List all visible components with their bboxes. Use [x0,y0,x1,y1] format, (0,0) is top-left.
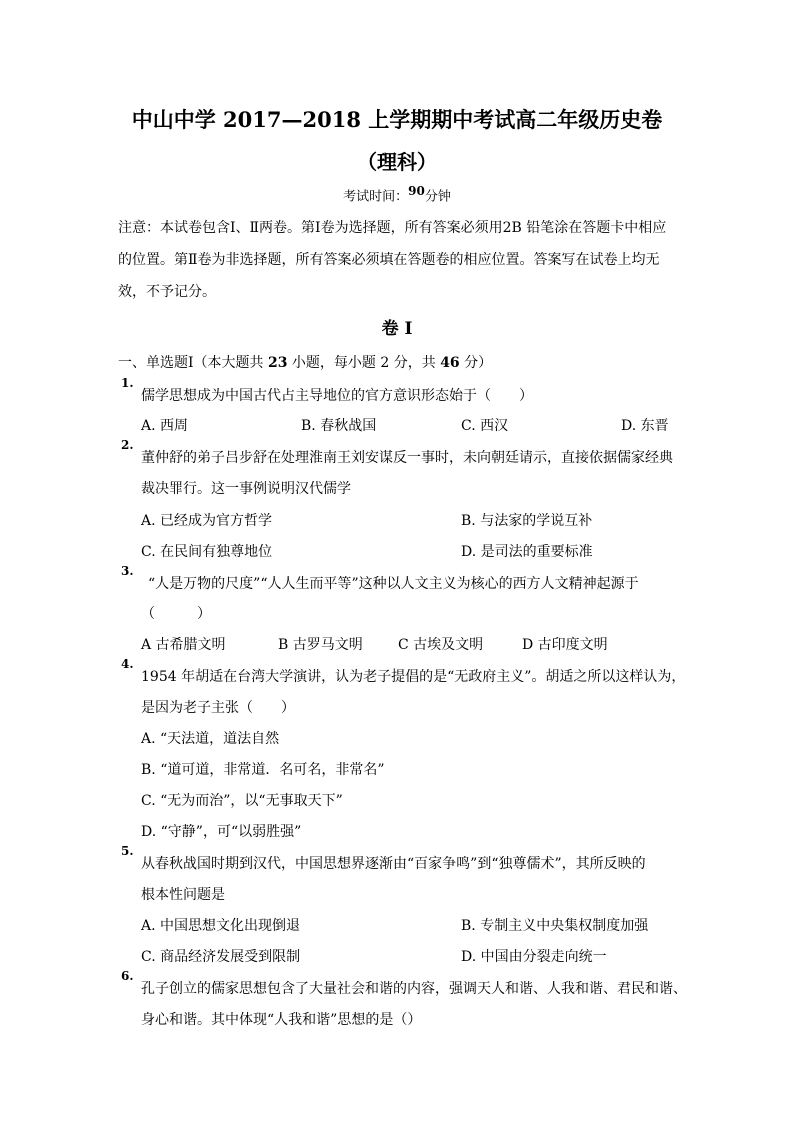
option-d: D. 是司法的重要标准 [461,544,593,560]
option-a: A. 西周 [141,418,189,434]
exam-time [0,184,794,204]
question-text: “人是万物的尺度”“人人生而平等”这种以人文主义为核心的西方人文精神起源于 [148,576,639,592]
option-d: D. 中国由分裂走向统一 [461,949,607,965]
option-a: A. 已经成为官方哲学 [141,513,273,529]
option-a: A 古希腊文明 [141,637,226,653]
question-text: 董仲舒的弟子吕步舒在处理淮南王刘安谋反一事时，未向朝廷请示，直接依据儒家经典 [141,450,673,466]
exam-time-label: 考试时间： [343,189,409,205]
question-text: 是因为老子主张（ ） [141,700,295,716]
question-text: 身心和谐。其中体现“人我和谐”思想的是（） [141,1012,422,1028]
option-d: D. 东晋 [621,418,669,434]
question-text: 1954 年胡适在台湾大学演讲，认为老子提倡的是“无政府主义”。胡适之所以这样认为， [141,669,686,685]
option-b: B 古罗马文明 [278,637,363,653]
question-text: 儒学思想成为中国古代占主导地位的官方意识形态始于（ ） [141,388,533,404]
exam-time-value: 90 [408,184,425,198]
question-text: 孔子创立的儒家思想包含了大量社会和谐的内容，强调天人和谐、人我和谐、君民和谐、 [141,981,687,997]
option-d: D. “守静”，可“以弱胜强” [141,824,302,840]
option-c: C 古埃及文明 [398,637,484,653]
question-number: 3. [121,564,134,578]
exam-subtitle: （理科） [357,150,437,174]
option-a: A. 中国思想文化出现倒退 [141,918,301,934]
option-c: C. 在民间有独尊地位 [141,544,273,560]
option-c: C. 西汉 [461,418,509,434]
volume-heading: 卷 I [381,319,413,339]
option-a: A. “天法道，道法自然 [141,731,280,747]
question-number: 2. [121,438,134,452]
option-b: B. 春秋战国 [301,418,377,434]
option-d: D 古印度文明 [522,637,608,653]
question-number: 4. [121,657,134,671]
exam-time-unit: 分钟 [424,189,451,205]
option-b: B. 与法家的学说互补 [461,513,593,529]
section-prefix: 一、单选题Ⅰ（本大题共 [118,355,268,371]
option-b: B. 专制主义中央集权制度加强 [461,918,649,934]
question-number: 1. [121,376,134,390]
section-mid: 小题，每小题 2 分，共 [287,355,441,371]
section-heading [118,352,492,372]
option-b: B. “道可道，非常道．名可名，非常名” [141,762,385,778]
section-count: 23 [267,355,288,371]
question-number: 6. [121,969,134,983]
question-text: （ ） [141,606,211,622]
section-suffix: 分） [459,355,493,371]
question-number: 5. [121,844,134,858]
option-c: C. “无为而治”，以“无事取天下” [141,793,343,809]
exam-notice: 注意：本试卷包含Ⅰ、Ⅱ两卷。第Ⅰ卷为选择题，所有答案必须用2B 铅笔涂在答题卡中相应的位置。第Ⅱ卷为非选择题，所有答案必须填在答题卷的相应位置。答案写在试卷上均无效，不予记分。 [118,220,667,300]
exam-title: 中山中学 2017—2018 上学期期中考试高二年级历史卷 [131,107,663,132]
section-total: 46 [440,355,460,371]
option-c: C. 商品经济发展受到限制 [141,949,301,965]
question-text: 裁决罪行。这一事例说明汉代儒学 [141,481,351,497]
question-text: 根本性问题是 [141,887,225,903]
question-text: 从春秋战国时期到汉代，中国思想界逐渐由“百家争鸣”到“独尊儒术”，其所反映的 [141,856,646,872]
